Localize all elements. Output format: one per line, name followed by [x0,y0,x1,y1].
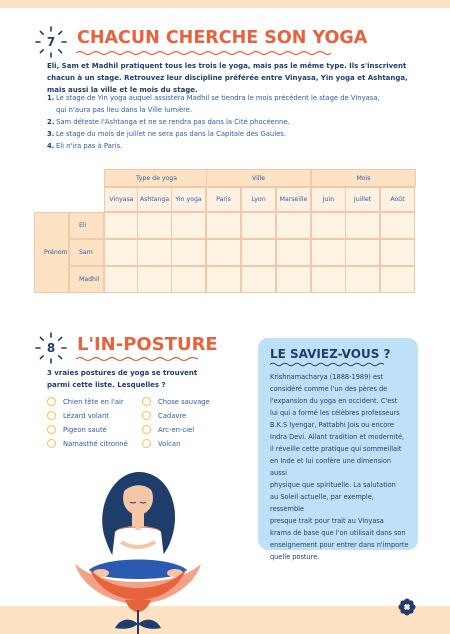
grid-answer-cell[interactable] [171,266,206,293]
checkbox-circle[interactable] [142,439,151,448]
posture-option[interactable]: Cadavre [142,411,186,420]
grid-row-label: Sam [69,239,104,266]
posture-option[interactable]: Volcan [142,439,180,448]
grid-group-header: Mois [311,169,416,187]
grid-answer-cell[interactable] [276,239,311,266]
posture-option[interactable]: Chose sauvage [142,397,210,406]
grid-answer-cell[interactable] [380,212,415,239]
grid-answer-cell[interactable] [137,266,172,293]
grid-column-header: Juillet [345,187,380,212]
grid-answer-cell[interactable] [276,212,311,239]
grid-answer-cell[interactable] [206,266,241,293]
grid-column-header: Marseille [276,187,311,212]
grid-answer-cell[interactable] [171,212,206,239]
checkbox-circle[interactable] [47,411,56,420]
grid-answer-cell[interactable] [380,266,415,293]
grid-answer-cell[interactable] [241,212,276,239]
grid-column-header: Lyon [241,187,276,212]
clue-item: 2. Sam déteste l'Ashtanga et ne se rendra pas dans la Cité phocéenne. [47,118,290,126]
grid-answer-cell[interactable] [104,266,139,293]
posture-option[interactable]: Arc-en-ciel [142,425,194,434]
clue-item: 4. Eli n'ira pas à Paris. [47,142,123,150]
grid-column-header: Vinyasa [104,187,139,212]
grid-row-label: Madhil [69,266,104,293]
checkbox-circle[interactable] [142,397,151,406]
section-7-title: CHACUN CHERCHE SON YOGA [77,28,368,48]
top-band [0,0,450,8]
grid-answer-cell[interactable] [137,239,172,266]
exercise-8-badge [34,331,68,365]
exercise-number: 8 [46,341,56,355]
posture-option[interactable]: Chien tête en l'air [47,397,124,406]
flower-icon [398,598,416,616]
did-you-know-title: LE SAVIEZ-VOUS ? [270,347,391,361]
grid-column-header: Août [380,187,415,212]
grid-group-header: Type de yoga [104,169,209,187]
did-you-know-text: Krishnamacharya (1888-1989) est considéré comme l'un des pères de l'expansion du yoga en occident. C'est lui qui a formé les célèbres professeurs B.K.S Iyengar, Pattabhi Jois ou encore Indra Devi. Allant tradition et modernité, il réveille cette pratique qui sommeillait en Inde et lui confère une dimension aussi physique que spirituelle. La salutation au Soleil actuelle, par exemple, ressemble presque trait pour trait au Vinyasa krama de base que l'on utilisait dans son enseignement pour entrer dans n'importe quelle posture. [270,373,409,561]
grid-answer-cell[interactable] [276,266,311,293]
grid-row-label: Eli [69,212,104,239]
grid-answer-cell[interactable] [104,239,139,266]
grid-answer-cell[interactable] [380,239,415,266]
posture-option[interactable]: Pigeon sauté [47,425,107,434]
checkbox-circle[interactable] [47,439,56,448]
meditating-woman-illustration [55,460,220,634]
title-underline-squiggle [76,356,198,362]
section-8-title: L'IN-POSTURE [77,334,218,355]
clues-list [47,92,427,152]
title-underline-squiggle [76,50,331,56]
grid-answer-cell[interactable] [345,212,380,239]
posture-option[interactable]: Lézard volant [47,411,109,420]
grid-answer-cell[interactable] [241,239,276,266]
grid-answer-cell[interactable] [345,239,380,266]
grid-answer-cell[interactable] [241,266,276,293]
checkbox-circle[interactable] [142,425,151,434]
grid-answer-cell[interactable] [311,212,346,239]
grid-answer-cell[interactable] [311,239,346,266]
checkbox-circle[interactable] [47,425,56,434]
grid-answer-cell[interactable] [311,266,346,293]
intro-text: Eli, Sam et Madhil pratiquent tous les trois le yoga, mais pas le même type. Ils s'inscrivent chacun à un stage. Retrouvez leur discipline préférée entre Vinyasa, Yin yoga et Ashtanga, mais aussi la ville et le mois du stage. [47,62,408,94]
exercise-number: 7 [46,35,56,49]
grid-answer-cell[interactable] [206,239,241,266]
grid-answer-cell[interactable] [104,212,139,239]
grid-column-header: Yin yoga [171,187,206,212]
grid-column-header: Ashtanga [137,187,172,212]
grid-column-header: Juin [311,187,346,212]
clue-item: 3. Le stage du mois de juillet ne sera pas dans la Capitale des Gaules. [47,130,286,138]
checkbox-circle[interactable] [142,411,151,420]
grid-answer-cell[interactable] [171,239,206,266]
grid-column-header: Paris [206,187,241,212]
section-8-question: 3 vraies postures de yoga se trouvent parmi cette liste. Lesquelles ? [47,369,198,389]
card-title-squiggle [270,362,384,367]
grid-answer-cell[interactable] [206,212,241,239]
grid-answer-cell[interactable] [345,266,380,293]
clue-item: 1. Le stage de Yin yoga auquel assistera Madhil se tiendra le mois précédent le stage de Vinyasa, qui n'aura pas lieu dans la Ville lumière. [47,94,380,114]
checkbox-circle[interactable] [47,397,56,406]
exercise-7-badge [34,25,68,59]
grid-group-header: Ville [206,169,311,187]
grid-row-group-label: Prénom [34,212,69,293]
posture-option[interactable]: Namasthé citronné [47,439,128,448]
grid-answer-cell[interactable] [137,212,172,239]
